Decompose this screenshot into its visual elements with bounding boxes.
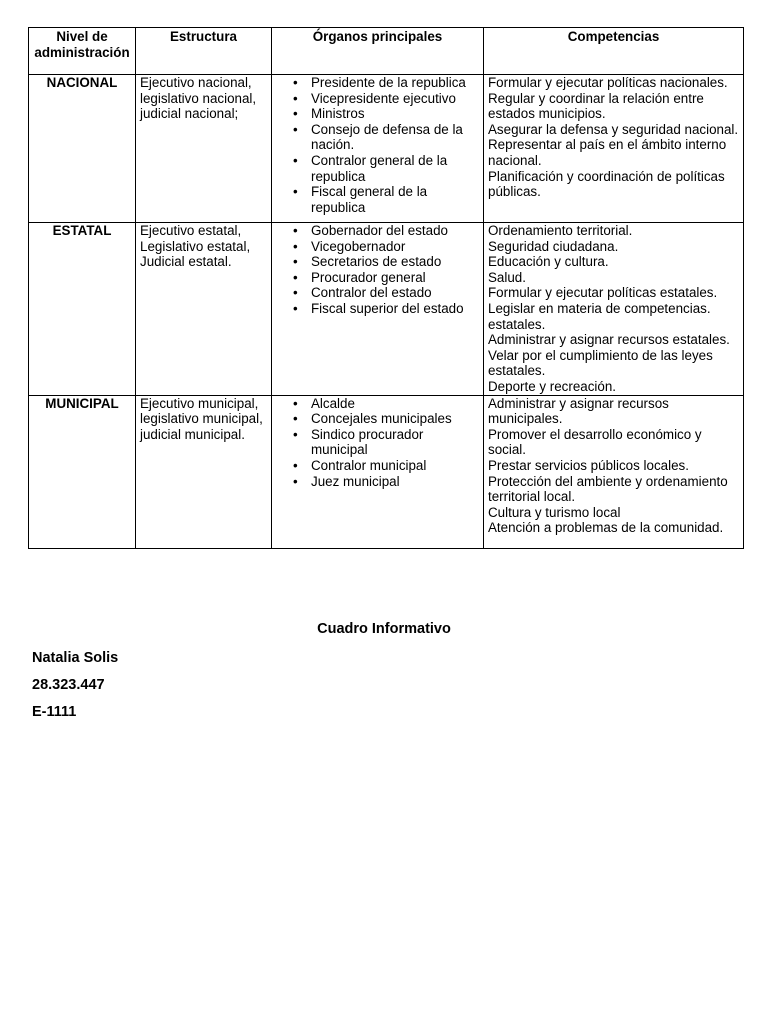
competencia-item: Asegurar la defensa y seguridad nacional. [488,121,739,137]
competencias-cell [484,395,744,548]
estructura-line: Ejecutivo nacional, [140,75,252,90]
list-item: • Sindico procurador municipal [311,427,479,458]
list-item: • Contralor del estado [311,285,479,301]
document-title: Cuadro Informativo [317,621,451,637]
list-item: • Vicegobernador [311,239,479,255]
nivel-cell: MUNICIPAL [29,395,136,548]
info-table [28,27,744,549]
organos-list [276,223,479,317]
competencia-item: Promover el desarrollo económico y social. [488,426,702,458]
list-item: • Vicepresidente ejecutivo [311,91,479,107]
competencia-item: Administrar y asignar recursos municipales. [488,395,669,427]
organos-cell [272,395,484,548]
organos-cell [272,223,484,396]
competencia-item: Seguridad ciudadana. [488,238,619,254]
competencia-item: Salud. [488,269,526,285]
estructura-cell [136,75,272,223]
organos-list [276,396,479,490]
estructura-line: judicial nacional; [140,106,239,122]
estructura-line: Ejecutivo municipal, [140,395,259,411]
list-item: • Procurador general [311,270,479,286]
nivel-cell: ESTATAL [29,223,136,396]
header-competencias: Competencias [484,28,744,75]
competencias-cell [484,223,744,396]
competencia-item: Cultura y turismo local [488,504,621,520]
list-item: • Consejo de defensa de la nación. [311,122,479,153]
author-name: Natalia Solis [32,650,119,666]
table-row [29,395,744,548]
list-item: • Contralor municipal [311,458,479,474]
competencia-item: Formular y ejecutar políticas estatales. [488,285,718,301]
competencia-item: Planificación y coordinación de políticas públicas. [488,168,725,200]
competencia-item: Educación y cultura. [488,254,609,270]
competencia-item: Atención a problemas de la comunidad. [488,520,724,536]
list-item: • Ministros [311,106,479,122]
competencia-item: Regular y coordinar la relación entre estados municipios. [488,90,704,122]
list-item: • Alcalde [311,396,479,412]
author-id-number: 28.323.447 [32,677,105,693]
list-item: • Juez municipal [311,474,479,490]
competencia-item: Formular y ejecutar políticas nacionales. [488,75,728,90]
list-item: • Concejales municipales [311,411,479,427]
organos-list [276,75,479,215]
list-item: • Secretarios de estado [311,254,479,270]
competencia-item: Ordenamiento territorial. [488,223,633,238]
list-item: • Fiscal general de la republica [311,184,479,215]
header-row [29,28,744,75]
list-item: • Contralor general de la republica [311,153,479,184]
competencia-item: Deporte y recreación. [488,378,617,394]
competencia-item: Protección del ambiente y ordenamiento territorial local. [488,473,728,505]
estructura-line: Judicial estatal. [140,254,232,270]
header-organos: Órganos principales [272,28,484,75]
nivel-cell: NACIONAL [29,75,136,223]
estructura-cell [136,395,272,548]
estructura-line: judicial municipal. [140,426,245,442]
header-estructura: Estructura [136,28,272,75]
competencia-item: Prestar servicios públicos locales. [488,457,689,473]
competencia-item: Velar por el cumplimiento de las leyes estatales. [488,347,713,379]
list-item: • Gobernador del estado [311,223,479,239]
competencia-item: Legislar en materia de competencias. estatales. [488,300,711,332]
organos-cell [272,75,484,223]
competencias-cell [484,75,744,223]
list-item: • Presidente de la republica [311,75,479,91]
competencia-item: Representar al país en el ámbito interno nacional. [488,137,727,168]
estructura-line: legislativo municipal, [140,411,263,427]
estructura-line: legislativo nacional, [140,90,257,106]
table-row [29,75,744,223]
estructura-line: Ejecutivo estatal, [140,223,242,238]
estructura-cell [136,223,272,396]
estructura-line: Legislativo estatal, [140,238,251,254]
author-code: E-1111 [32,704,77,720]
header-nivel: Nivel de administración [29,28,136,75]
list-item: • Fiscal superior del estado [311,301,479,317]
table-row [29,223,744,396]
competencia-item: Administrar y asignar recursos estatales. [488,332,730,348]
